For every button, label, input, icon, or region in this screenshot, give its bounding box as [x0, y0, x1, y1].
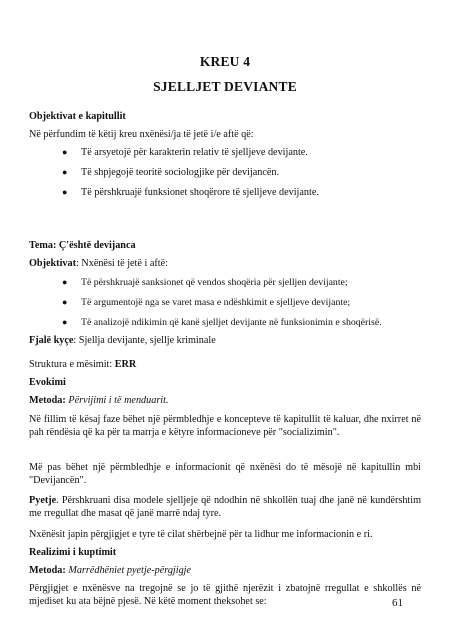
bullet-icon: ●: [62, 167, 68, 177]
bullet-icon: ●: [62, 317, 68, 327]
objectives-intro: Në përfundim të këtij kreu nxënësi/ja të jetë i/e aftë që:: [29, 129, 254, 140]
evocation-method-label: Metoda: [29, 395, 63, 406]
topic-item: Të përshkruajë sanksionet që vendos shoqëria për sjelljen devijante;: [81, 277, 348, 288]
topic-objective-text: : Nxënësi të jetë i aftë:: [75, 258, 168, 269]
evocation-paragraph-4: Nxënësit japin përgjigjet e tyre të cilat shërbejnë për ta lidhur me informacionin e ri.: [29, 529, 373, 540]
objective-item: Të shpjegojë teoritë sociologjike për devijancën.: [81, 167, 280, 178]
realization-paragraph: Përgjigjet e nxënësve na tregojnë se jo të gjithë njerëzit i zbatojnë rregullat e shkollës në mjediset ku ata bëjnë pjesë. Në këtë moment theksohet se:: [29, 583, 421, 607]
topic-objective-label: Objektivat: [29, 258, 76, 269]
topic-objective-line: [29, 257, 168, 270]
structure-value: ERR: [114, 359, 137, 370]
bullet-icon: ●: [62, 297, 68, 307]
objectives-heading: Objektivat e kapitullit: [29, 111, 126, 122]
objective-item: Të përshkruajë funksionet shoqërore të sjelljeve devijante.: [81, 187, 319, 198]
question-text: . Përshkruani disa modele sjelljeje që ndodhin në shkollën tuaj dhe janë në kundërshtim me rregullat dhe masat që janë marrë ndaj tyre.: [29, 495, 421, 519]
realization-method-line: Metoda: Marrëdhëniet pyetje-përgjigje: [29, 565, 192, 576]
keywords-text: : Sjellja devijante, sjellje kriminale: [73, 335, 216, 346]
topic-item: Të analizojë ndikimin që kanë sjelljet devijante në funksionimin e shoqërisë.: [81, 317, 382, 328]
page-number: 61: [392, 597, 403, 609]
keywords-label: Fjalë kyçe: [29, 335, 74, 346]
evocation-method-line: Metoda: Përvijimi i të menduarit.: [29, 395, 169, 406]
evocation-heading: Evokimi: [29, 377, 66, 388]
chapter-number: KREU 4: [199, 54, 251, 69]
keywords-line: [29, 334, 216, 347]
topic-heading: Tema: Ç'është devijanca: [29, 240, 136, 251]
objective-item: Të arsyetojë për karakterin relativ të sjelljeve devijante.: [81, 147, 308, 158]
structure-line: [29, 358, 136, 371]
chapter-title: SJELLJET DEVIANTE: [153, 79, 297, 94]
bullet-icon: ●: [62, 147, 68, 157]
structure-label: Struktura e mësimit:: [29, 359, 115, 370]
realization-method-value: Marrëdhëniet pyetje-përgjigje: [68, 565, 192, 576]
realization-method-label: Metoda: [29, 565, 63, 576]
evocation-paragraph-3: [29, 494, 421, 520]
realization-heading: Realizimi i kuptimit: [29, 547, 117, 558]
topic-item: Të argumentojë nga se varet masa e ndëshkimit e sjelljeve devijante;: [81, 297, 351, 308]
bullet-icon: ●: [62, 187, 68, 197]
evocation-method-value: Përvijimi i të menduarit.: [68, 395, 169, 406]
evocation-paragraph-1: Në fillim të kësaj faze bëhet një përmbledhje e koncepteve të kapitullit të kaluar, dhe nxirret në pah rëndësia që ka për ta marrja e këtyre informacioneve për "socializimin".: [29, 414, 421, 438]
bullet-icon: ●: [62, 277, 68, 287]
evocation-paragraph-2: Më pas bëhet një përmbledhje e informacionit që nxënësi do të mësojë në kapitullin mbi "Devijancën".: [29, 462, 421, 486]
question-label: Pyetje: [29, 495, 57, 506]
